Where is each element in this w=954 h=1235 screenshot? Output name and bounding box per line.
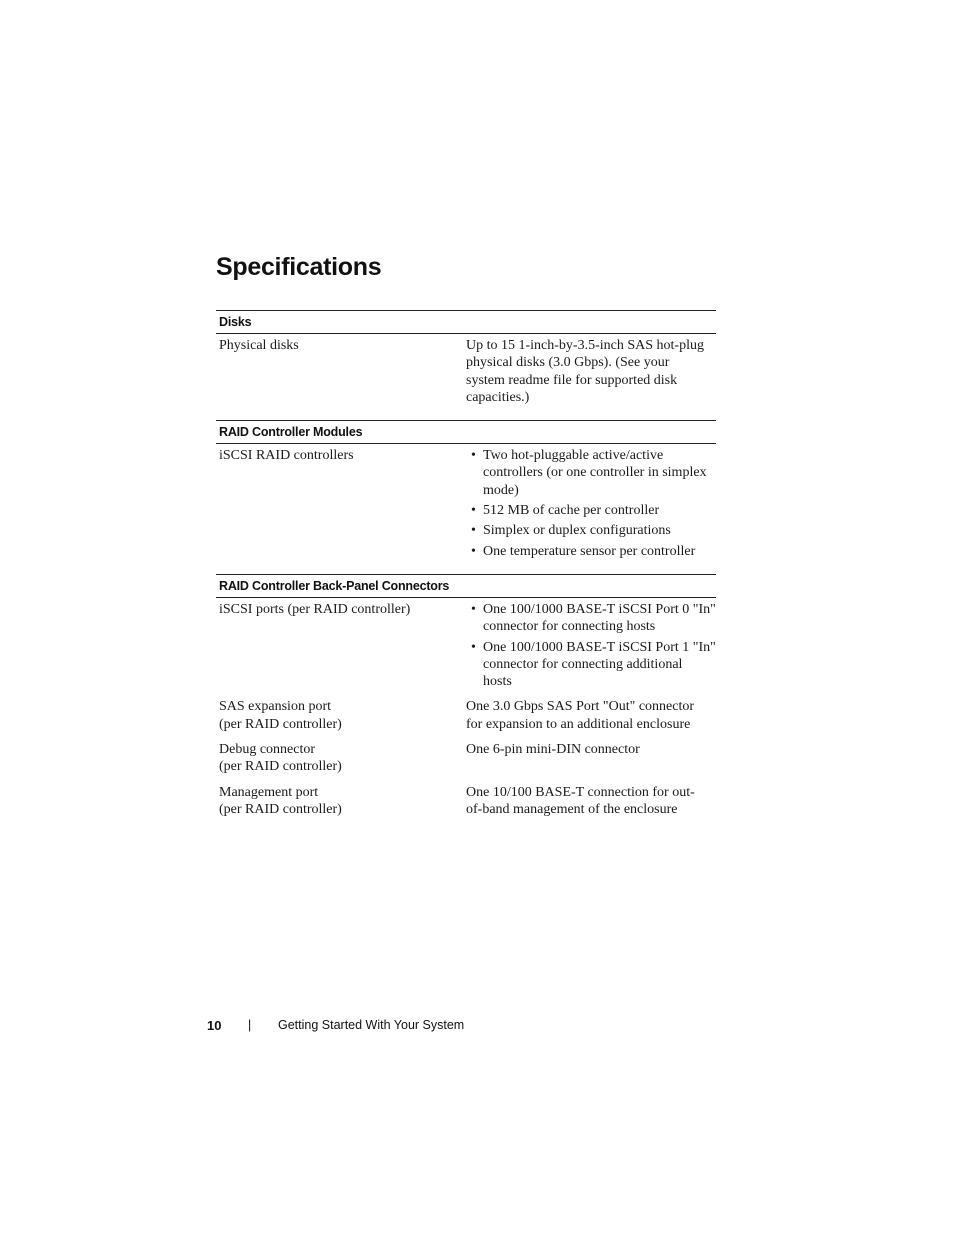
value-line: physical disks (3.0 Gbps). (See your bbox=[466, 355, 670, 371]
label-line: (per RAID controller) bbox=[219, 801, 342, 817]
spec-value-management-port bbox=[466, 784, 716, 819]
spec-label-physical-disks: Physical disks bbox=[219, 338, 299, 353]
value-line: of-band management of the enclosure bbox=[466, 801, 678, 817]
page-number: 10 bbox=[207, 1018, 222, 1033]
bullet-line: Two hot-pluggable active/active bbox=[483, 448, 664, 464]
bullet-icon: • bbox=[471, 448, 476, 464]
value-line: capacities.) bbox=[466, 389, 530, 405]
section-body-raid-controller-modules bbox=[216, 444, 716, 574]
bullet-icon: • bbox=[471, 543, 476, 559]
spec-label-sas-expansion-port bbox=[216, 698, 466, 733]
spec-value-iscsi-ports bbox=[466, 601, 716, 690]
value-line: for expansion to an additional enclosure bbox=[466, 716, 691, 732]
spec-row-sas-expansion-port bbox=[216, 698, 716, 733]
spec-value-physical-disks bbox=[466, 337, 716, 406]
label-line: (per RAID controller) bbox=[219, 716, 342, 732]
spec-value-sas-expansion-port bbox=[466, 698, 716, 733]
bullet-line: controllers (or one controller in simplex bbox=[483, 465, 707, 481]
spec-label-iscsi-raid-controllers: iSCSI RAID controllers bbox=[219, 448, 354, 464]
spec-label-debug-connector bbox=[216, 741, 466, 776]
bullet-list bbox=[466, 601, 716, 690]
value-line: One 6-pin mini-DIN connector bbox=[466, 742, 640, 758]
bullet-item bbox=[466, 543, 712, 560]
bullet-line: Simplex or duplex configurations bbox=[483, 523, 671, 539]
spec-row-debug-connector bbox=[216, 741, 716, 776]
spec-value-iscsi-raid-controllers bbox=[466, 447, 716, 560]
label-line: Management port bbox=[219, 784, 319, 800]
bullet-line: mode) bbox=[483, 482, 519, 498]
section-header-back-panel-connectors: RAID Controller Back-Panel Connectors bbox=[216, 574, 716, 598]
bullet-line: 512 MB of cache per controller bbox=[483, 503, 660, 519]
label-line: SAS expansion port bbox=[219, 699, 331, 715]
section-body-back-panel-connectors bbox=[216, 598, 716, 832]
spec-label-management-port bbox=[216, 784, 466, 819]
bullet-icon: • bbox=[471, 639, 476, 655]
bullet-line: One 100/1000 BASE-T iSCSI Port 1 "In" bbox=[483, 639, 716, 655]
bullet-line: connector for connecting hosts bbox=[483, 619, 656, 635]
bullet-icon: • bbox=[471, 523, 476, 539]
bullet-line: hosts bbox=[483, 674, 512, 690]
page-title: Specifications bbox=[216, 253, 382, 281]
spec-label-iscsi-ports: iSCSI ports (per RAID controller) bbox=[219, 601, 411, 617]
spec-row-physical-disks bbox=[216, 337, 716, 406]
spec-row-iscsi-raid-controllers bbox=[216, 447, 716, 560]
section-disks bbox=[216, 310, 716, 420]
value-line: Up to 15 1-inch-by-3.5-inch SAS hot-plug bbox=[466, 338, 704, 353]
bullet-list bbox=[466, 447, 712, 560]
section-raid-controller-modules bbox=[216, 420, 716, 574]
section-body-disks bbox=[216, 334, 716, 420]
value-line: One 10/100 BASE-T connection for out- bbox=[466, 784, 695, 800]
section-back-panel-connectors bbox=[216, 574, 716, 832]
spec-value-debug-connector bbox=[466, 741, 716, 776]
section-header-raid-controller-modules: RAID Controller Modules bbox=[216, 420, 716, 444]
running-title: Getting Started With Your System bbox=[278, 1018, 465, 1032]
bullet-item bbox=[466, 502, 712, 519]
bullet-item bbox=[466, 447, 712, 499]
value-line: system readme file for supported disk bbox=[466, 372, 678, 388]
bullet-icon: • bbox=[471, 503, 476, 519]
bullet-line: One temperature sensor per controller bbox=[483, 543, 696, 559]
bullet-item bbox=[466, 601, 716, 636]
bullet-line: One 100/1000 BASE-T iSCSI Port 0 "In" bbox=[483, 601, 716, 617]
label-line: (per RAID controller) bbox=[219, 759, 342, 775]
bullet-icon: • bbox=[471, 601, 476, 617]
label-line: Debug connector bbox=[219, 742, 316, 758]
value-line: One 3.0 Gbps SAS Port "Out" connector bbox=[466, 699, 695, 715]
section-header-disks: Disks bbox=[216, 310, 716, 334]
specifications-table bbox=[216, 310, 716, 832]
spec-row-iscsi-ports bbox=[216, 601, 716, 690]
footer-separator: | bbox=[248, 1018, 252, 1032]
spec-row-management-port bbox=[216, 784, 716, 819]
bullet-item bbox=[466, 639, 716, 691]
bullet-line: connector for connecting additional bbox=[483, 656, 683, 672]
bullet-item bbox=[466, 522, 712, 539]
